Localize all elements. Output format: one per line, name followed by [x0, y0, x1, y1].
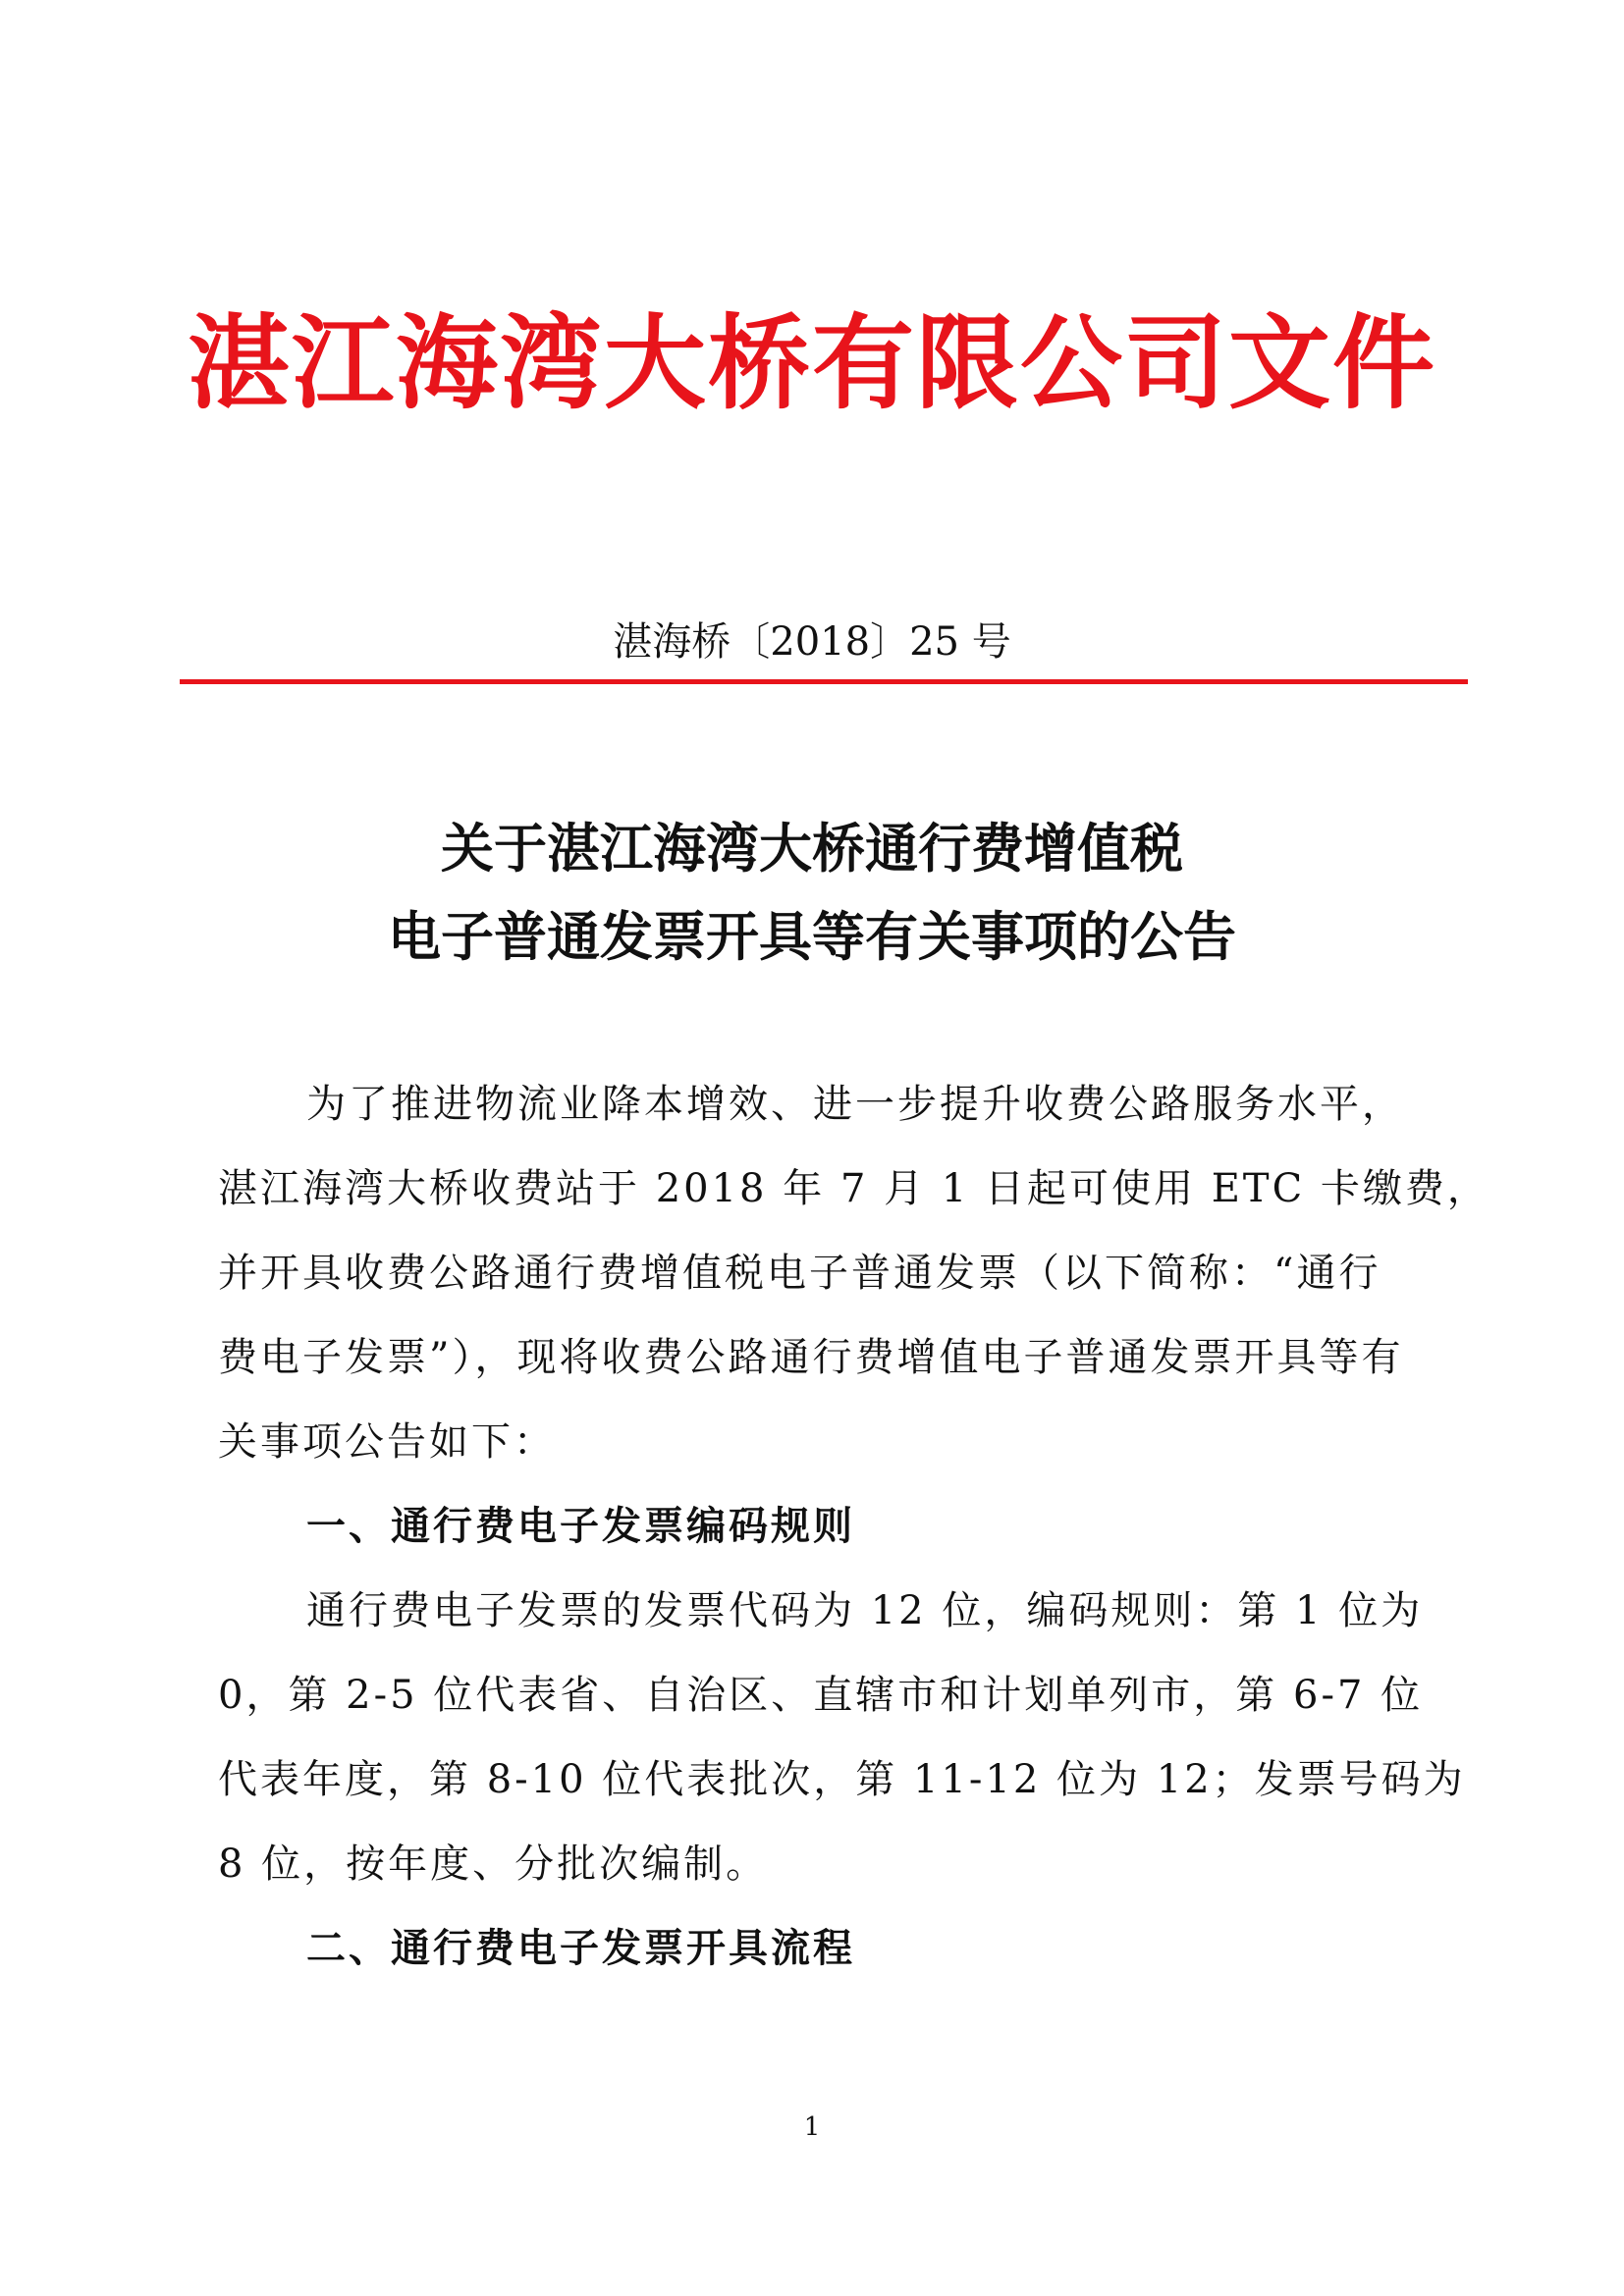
document-header-title: 湛江海湾大桥有限公司文件: [187, 302, 1436, 423]
intro-line-5: 关事项公告如下：: [218, 1419, 556, 1465]
notice-body: [218, 1062, 1489, 1991]
section-1-line-1: 通行费电子发票的发票代码为 12 位，编码规则：第 1 位为: [306, 1588, 1424, 1633]
notice-title: [0, 805, 1624, 982]
section-1-line-2: 0，第 2-5 位代表省、自治区、直辖市和计划单列市，第 6-7 位: [218, 1673, 1424, 1718]
intro-line-2: 湛江海湾大桥收费站于 2018 年 7 月 1 日起可使用 ETC 卡缴费，: [218, 1166, 1489, 1211]
section-1-line-3: 代表年度，第 8-10 位代表批次，第 11-12 位为 12；发票号码为: [218, 1757, 1466, 1802]
section-2-heading: 二、通行费电子发票开具流程: [306, 1926, 855, 1971]
page-number: 1: [803, 2112, 821, 2142]
section-1-line-4: 8 位，按年度、分批次编制。: [218, 1842, 769, 1887]
intro-line-3: 并开具收费公路通行费增值税电子普通发票（以下简称：“通行: [218, 1251, 1381, 1296]
notice-title-line-2: 电子普通发票开具等有关事项的公告: [388, 906, 1236, 968]
intro-line-4: 费电子发票”），现将收费公路通行费增值电子普通发票开具等有: [218, 1335, 1404, 1380]
notice-title-line-1: 关于湛江海湾大桥通行费增值税: [441, 818, 1183, 880]
section-1-heading: 一、通行费电子发票编码规则: [306, 1504, 855, 1549]
intro-line-1: 为了推进物流业降本增效、进一步提升收费公路服务水平，: [306, 1082, 1404, 1127]
document-number: 湛海桥〔2018〕25 号: [613, 619, 1011, 665]
header-divider-rule: [180, 679, 1468, 684]
